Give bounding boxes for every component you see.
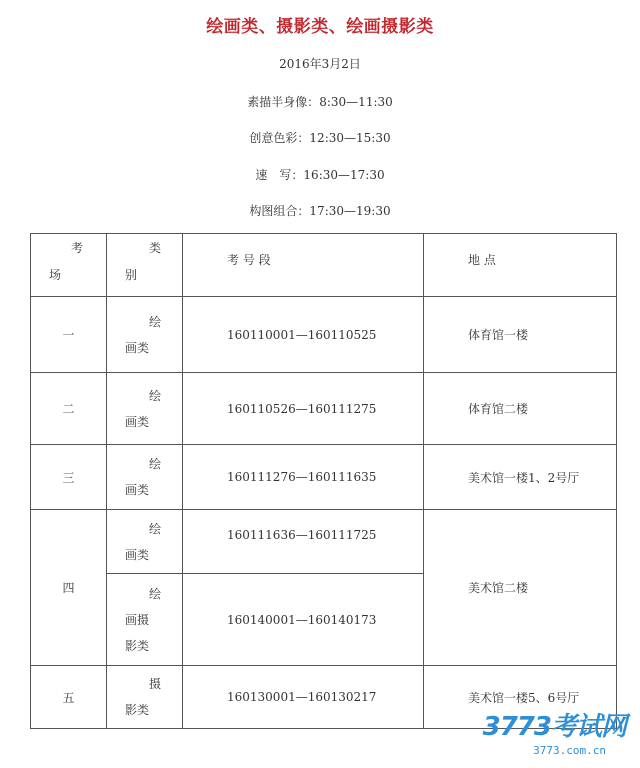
room-cell: 三	[31, 445, 107, 510]
schedule-time: 12:30—15:30	[309, 131, 391, 145]
category-cell	[107, 574, 183, 666]
header-room-top: 考	[71, 241, 84, 255]
room-cell: 四	[31, 510, 107, 666]
table-header-row	[31, 234, 617, 297]
category-line: 绘	[149, 314, 162, 329]
category-line: 画类	[125, 483, 150, 497]
category-cell	[107, 297, 183, 373]
room-cell: 二	[31, 373, 107, 445]
category-line: 影类	[125, 703, 150, 717]
category-line: 影类	[125, 638, 150, 653]
category-line: 画类	[125, 414, 150, 429]
location-cell: 体育馆一楼	[424, 297, 617, 373]
category-line: 画类	[125, 340, 150, 355]
watermark-logo: 3773考试网	[482, 712, 626, 742]
header-category	[107, 234, 183, 297]
number-range-cell: 160110526—160111275	[183, 373, 424, 445]
category-line: 摄	[149, 677, 162, 691]
schedule-label: 构图组合：	[249, 204, 310, 218]
header-numbers	[183, 234, 424, 297]
number-range-text: 160111636—160111725	[227, 528, 377, 542]
schedule-time: 16:30—17:30	[303, 168, 385, 182]
location-cell: 美术馆一楼5、6号厅	[424, 666, 617, 729]
room-cell: 五	[31, 666, 107, 729]
exam-date: 2016年3月2日	[279, 57, 361, 71]
header-location	[424, 234, 617, 297]
schedule-item	[0, 202, 640, 219]
number-range-cell	[183, 510, 424, 574]
category-cell	[107, 445, 183, 510]
header-location-label: 地 点	[468, 253, 496, 267]
header-room-bottom: 场	[49, 268, 62, 282]
exam-room-table	[30, 233, 617, 729]
watermark-url: 3773.com.cn	[533, 744, 606, 757]
schedule-time: 8:30—11:30	[319, 95, 393, 109]
schedule-label: 素描半身像：	[247, 95, 320, 109]
category-line: 绘	[149, 586, 162, 601]
header-category-bottom: 别	[125, 268, 138, 282]
schedule-item	[0, 166, 640, 183]
header-numbers-label: 考 号 段	[227, 253, 271, 267]
table-row	[31, 297, 617, 373]
table-row	[31, 445, 617, 510]
table-row	[31, 373, 617, 445]
schedule-item	[0, 93, 640, 110]
location-cell: 美术馆一楼1、2号厅	[424, 445, 617, 510]
category-line: 画类	[125, 547, 150, 562]
category-line: 画摄	[125, 612, 150, 627]
header-room	[31, 234, 107, 297]
location-cell: 美术馆二楼	[424, 510, 617, 666]
category-cell	[107, 373, 183, 445]
category-line: 绘	[149, 388, 162, 403]
category-line: 绘	[149, 457, 162, 471]
number-range-cell: 160130001—160130217	[183, 666, 424, 729]
schedule-label: 创意色彩：	[249, 131, 310, 145]
category-line: 绘	[149, 521, 162, 536]
number-range-cell: 160140001—160140173	[183, 574, 424, 666]
number-range-cell: 160110001—160110525	[183, 297, 424, 373]
page-title: 绘画类、摄影类、绘画摄影类	[206, 17, 434, 37]
category-cell	[107, 666, 183, 729]
schedule-item	[0, 129, 640, 146]
table-row	[31, 510, 617, 574]
header-category-top: 类	[149, 241, 162, 255]
number-range-cell: 160111276—160111635	[183, 445, 424, 510]
category-cell	[107, 510, 183, 574]
room-cell: 一	[31, 297, 107, 373]
schedule-label: 速 写：	[255, 168, 304, 182]
location-cell: 体育馆二楼	[424, 373, 617, 445]
schedule-time: 17:30—19:30	[309, 204, 391, 218]
